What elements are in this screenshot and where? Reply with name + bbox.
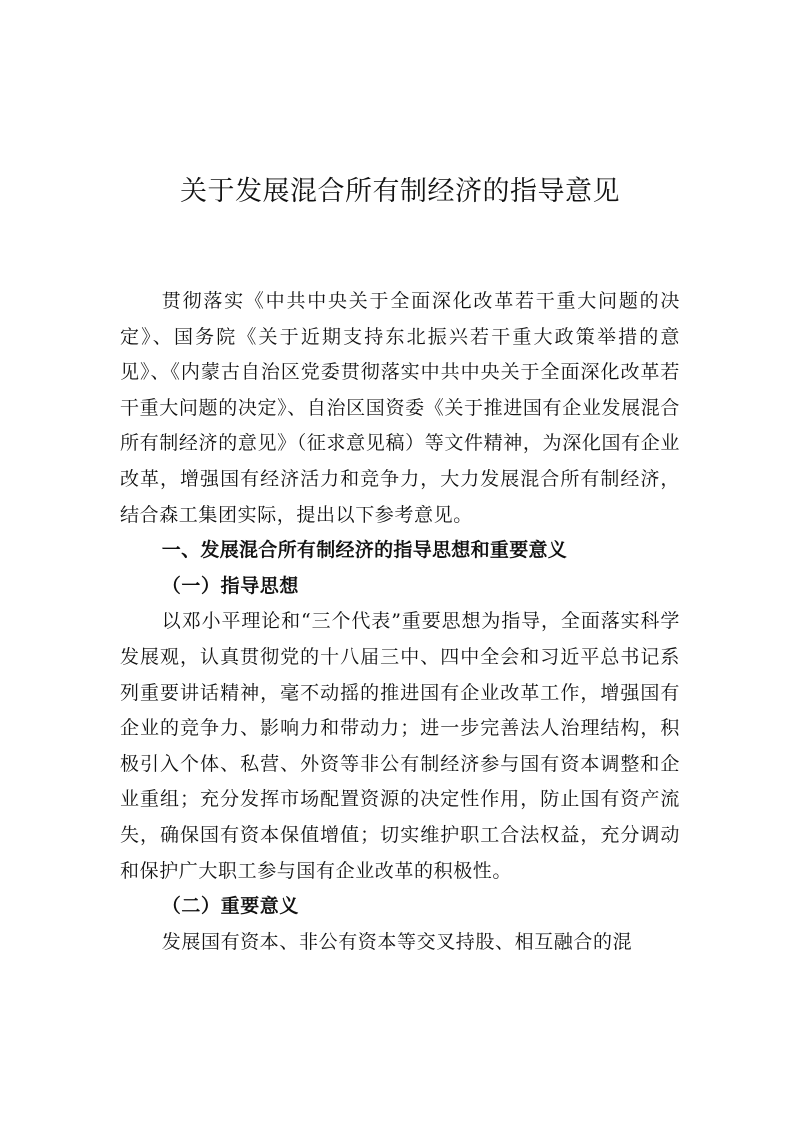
intro-paragraph: 贯彻落实《中共中央关于全面深化改革若干重大问题的决定》、国务院《关于近期支持东北振兴若干重大政策举措的意见》、《内蒙古自治区党委贯彻落实中共中央关于全面深化改革若干重大问题的决定》、自治区国资委《关于推进国有企业发展混合所有制经济的意见》（征求意见稿）等文件精神，为深化国有企业改革，增强国有经济活力和竞争力，大力发展混合所有制经济，结合森工集团实际，提出以下参考意见。 bbox=[120, 290, 680, 526]
section-heading-1: 一、发展混合所有制经济的指导思想和重要意义 bbox=[161, 539, 568, 562]
subsection-heading-significance: （二）重要意义 bbox=[161, 895, 299, 918]
subsection-heading-guiding-ideology: （一）指导思想 bbox=[161, 574, 299, 597]
guiding-ideology-paragraph: 以邓小平理论和“三个代表”重要思想为指导，全面落实科学发展观，认真贯彻党的十八届三中、四中全会和习近平总书记系列重要讲话精神，毫不动摇的推进国有企业改革工作，增强国有企业的竞争力、影响力和带动力；进一步完善法人治理结构，积极引入个体、私营、外资等非公有制经济参与国有资本调整和企业重组；充分发挥市场配置资源的决定性作用，防止国有资产流失，确保国有资本保值增值；切实维护职工合法权益，充分调动和保护广大职工参与国有企业改革的积极性。 bbox=[120, 610, 680, 882]
document-body bbox=[120, 284, 680, 960]
document-title: 关于发展混合所有制经济的指导意见 bbox=[180, 176, 620, 207]
significance-paragraph: 发展国有资本、非公有资本等交叉持股、相互融合的混 bbox=[161, 930, 633, 953]
